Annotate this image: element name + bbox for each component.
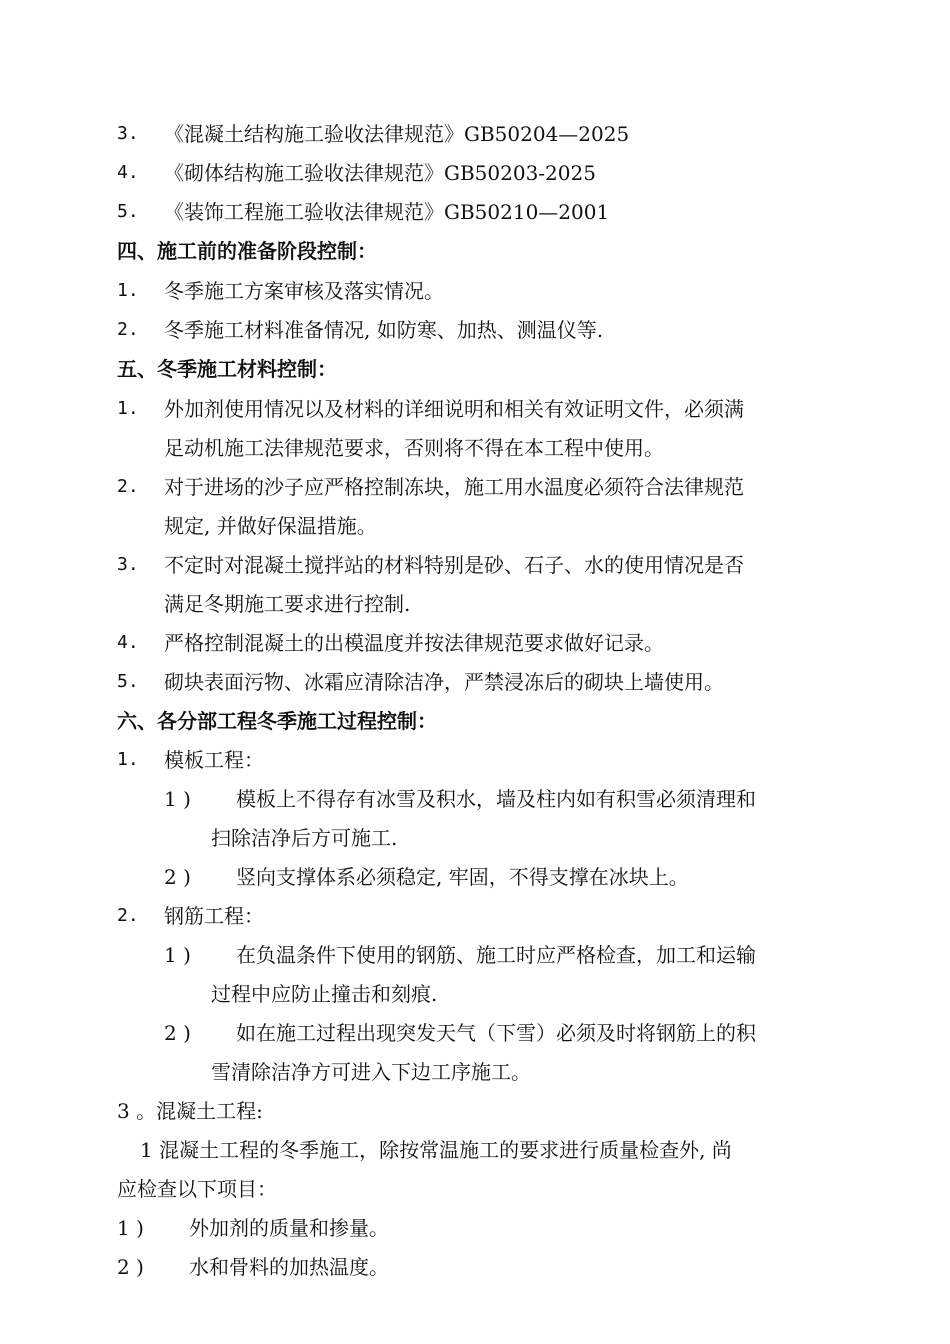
sub-list-number: 1 ) [164, 943, 191, 967]
list-number: 1. [117, 749, 139, 770]
list-text: 冬季施工方案审核及落实情况。 [164, 279, 444, 303]
section-heading: 五、冬季施工材料控制： [117, 357, 337, 381]
sub-list-text: 如在施工过程出现突发天气（下雪）必须及时将钢筋上的积 [236, 1021, 756, 1045]
list-text: 砌块表面污物、冰霜应清除洁净，严禁浸冻后的砌块上墙使用。 [164, 670, 724, 694]
list-number: 5. [117, 671, 139, 692]
list-number: 2. [117, 319, 139, 340]
list-number: 2. [117, 476, 139, 497]
list-text: 《混凝土结构施工验收法律规范》GB50204—2025 [164, 122, 630, 146]
list-number: 1. [117, 398, 139, 419]
paragraph-line: 1 混凝土工程的冬季施工，除按常温施工的要求进行质量检查外, 尚 [140, 1138, 732, 1162]
list-text-continued: 足动机施工法律规范要求，否则将不得在本工程中使用。 [164, 436, 664, 460]
sub-list-text-continued: 过程中应防止撞击和刻痕. [211, 982, 438, 1006]
section-heading: 四、施工前的准备阶段控制： [117, 239, 377, 263]
subsection-title: 钢筋工程： [164, 904, 264, 928]
list-text: 冬季施工材料准备情况, 如防寒、加热、测温仪等. [164, 318, 604, 342]
list-text: 外加剂使用情况以及材料的详细说明和相关有效证明文件，必须满 [164, 397, 744, 421]
sub-list-number: 2 ) [164, 865, 191, 889]
paragraph-line: 应检查以下项目： [117, 1177, 277, 1201]
sub-list-text: 水和骨料的加热温度。 [189, 1255, 389, 1279]
subsection-title: 模板工程： [164, 748, 264, 772]
list-number: 5. [117, 201, 139, 222]
sub-list-text: 外加剂的质量和掺量。 [189, 1216, 389, 1240]
sub-list-number: 1 ) [164, 787, 191, 811]
sub-list-text: 竖向支撑体系必须稳定, 牢固，不得支撑在冰块上。 [236, 865, 689, 889]
list-number: 4. [117, 632, 139, 653]
subsection-heading: 3 。混凝土工程: [117, 1099, 263, 1123]
list-text: 《装饰工程施工验收法律规范》GB50210—2001 [164, 200, 610, 224]
sub-list-text-continued: 雪清除洁净方可进入下边工序施工。 [211, 1060, 531, 1084]
section-heading: 六、各分部工程冬季施工过程控制： [117, 709, 437, 733]
list-number: 1. [117, 280, 139, 301]
list-number: 2. [117, 905, 139, 926]
sub-list-text-continued: 扫除洁净后方可施工. [211, 826, 398, 850]
list-number: 3. [117, 123, 139, 144]
list-number: 4. [117, 162, 139, 183]
list-text-continued: 规定, 并做好保温措施。 [164, 514, 377, 538]
sub-list-number: 1 ) [117, 1216, 144, 1240]
list-text: 严格控制混凝土的出模温度并按法律规范要求做好记录。 [164, 631, 664, 655]
list-text: 不定时对混凝土搅拌站的材料特别是砂、石子、水的使用情况是否 [164, 553, 744, 577]
list-text-continued: 满足冬期施工要求进行控制. [164, 592, 411, 616]
list-text: 《砌体结构施工验收法律规范》GB50203-2025 [164, 161, 596, 185]
sub-list-number: 2 ) [117, 1255, 144, 1279]
sub-list-text: 模板上不得存有冰雪及积水，墙及柱内如有积雪必须清理和 [236, 787, 756, 811]
list-text: 对于进场的沙子应严格控制冻块，施工用水温度必须符合法律规范 [164, 475, 744, 499]
list-number: 3. [117, 554, 139, 575]
sub-list-number: 2 ) [164, 1021, 191, 1045]
sub-list-text: 在负温条件下使用的钢筋、施工时应严格检查，加工和运输 [236, 943, 756, 967]
